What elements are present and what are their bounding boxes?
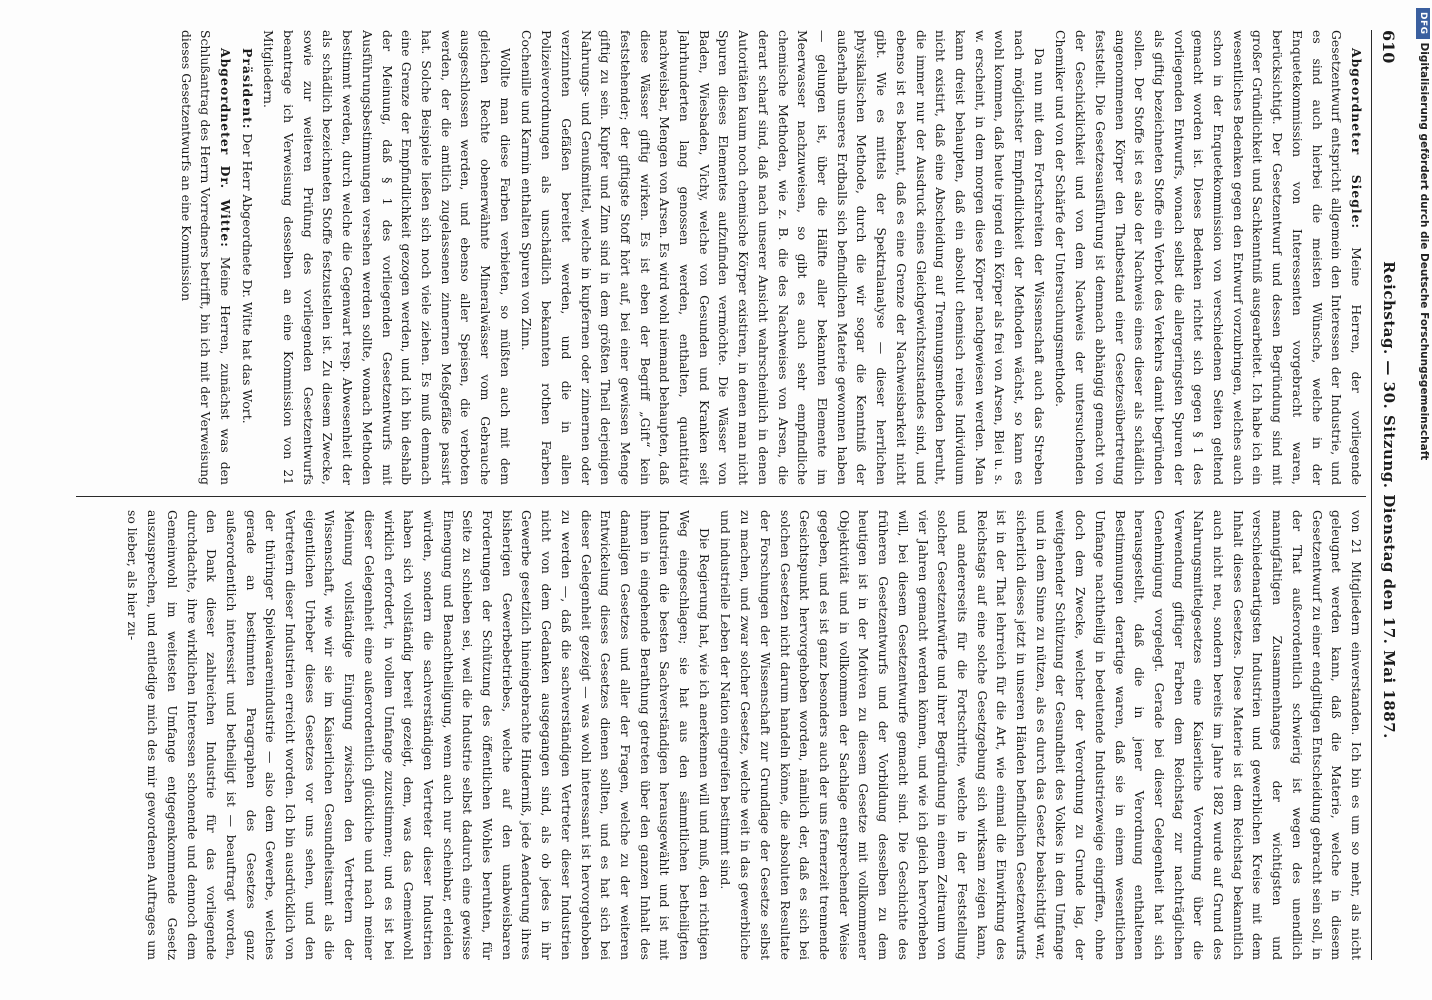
- credit-line: [1413, 8, 1432, 568]
- right-text-column: [66, 510, 1366, 960]
- running-title: Reichstag. — 30. Sitzung. Dienstag den 17. Mai 1887.: [1380, 261, 1398, 739]
- page-header: [1366, 30, 1406, 970]
- paragraph: [716, 510, 1366, 960]
- paragraph-text: Meine Herren, der vorliegende Gesetzentwurf entspricht allgemein den Interessen der Industrie, und es sind auch hierbei die meisten Wünsche, welche in der Enquetekommission von Interessenten vorgebracht waren, berücksichtigt. Der Gesetzentwurf und dessen Begründung sind mit großer Gründlichkeit und Sachkenntniß ausgearbeitet. Ich habe ich ein wesentliches Bedenken gegen den Entwurf vorzubringen, welches auch schon in der Enquetekommission von verschiedenen Seiten geltend gemacht worden ist. Dieses Bedenken richtet sich gegen § 1 des vorliegenden Entwurfs, wonach selbst die allergeringsten Spuren der als giftig bezeichneten Stoffe ein Verbot des Verkehrs damit begründen sollen. Der Stoffe ist es also der Nachweis eines dieser als schädlich angenommenen Körper den Thatbestand einer Gesetzesübertretung feststellt. Die Gesetzesausführung ist demnach abhängig gemacht von der Geschicklichkeit und von dem Nachweis der untersuchenden Chemiker und von der Schärfe der Untersuchungsmethode.: [1053, 30, 1364, 485]
- credit-text: Digitalisierung gefördert durch die Deutsche Forschungsgemeinschaft: [1418, 42, 1430, 461]
- paragraph: [176, 30, 235, 485]
- paragraph-text: von 21 Mitgliedern einverstanden. Ich bin es um so mehr, als nicht geleugnet werden kann, daß die Materie, welche in diesem Gesetzentwurf zu einer endgiltigen Entscheidung gebracht sein soll, in der That außerordentlich schwierig ist wegen des unendlich mannigfaltigen Zusammenhanges der wichtigsten und verschiedenartigsten Industrien und gewerblichen Kreise mit dem Inhalt dieses Gesetzes. Diese Materie ist dem Reichstag bekanntlich auch nicht neu, sondern bereits im Jahre 1882 wurde auf Grund des Nahrungsmittelgesetzes eine Kaiserliche Verordnung über die Verwendung giftiger Farben dem Reichstag zur nachträglichen Genehmigung vorgelegt. Gerade bei dieser Gelegenheit hat sich herausgestellt, daß die in jener Verordnung enthaltenen Bestimmungen derartige waren, daß sie in einem wesentlichen Umfange nachtheilig in bedeutende Industriezweige eingriffen, ohne doch dem Zwecke, welcher der Verordnung zu Grunde lag, der weitgehender Schützung der Gesundheit des Volkes in dem Umfange und in dem Sinne zu nützen, als es durch das Gesetz beabsichtigt war, sicherlich dieses jetzt in unseren Händen befindlichen Gesetzentwurfs ist in der That lehrreich für die Art, wie einmal die Einwirkung des Reichstags auf eine solche Gesetzgebung sich wirksam zeigen kann, und andererseits für die Fortschritte, welche in der Feststellung solcher Gesetzentwürfe und ihrer Begründung in einem Zeitraum von vier Jahren gemacht werden können, und wie ich gleich hervorheben will, bei diesem Gesetzentwurfe gemacht sind. Die Geschichte des früheren Gesetzentwurfs und der Vorbildung desselben zu dem heutigen ist in der Motiven zu diesem Gesetze mit vollkommener Objektivität und in vollkommen der Sachlage entsprechender Weise gegeben, und es ist ganz besonders auch der uns fernerzeit trennende Gesichtspunkt hervorgehoben worden, nämlich der, daß es sich bei solchen Gesetzen nicht darum handeln könne, die absoluten Resultate der Forschungen der Wissenschaft zur Grundlage der Gesetze selbst zu machen, und zwar solcher Gesetze, welche weit in das gewerbliche und industrielle Leben der Nation eingreifen bestimmt sind.: [718, 510, 1364, 960]
- speaker-name: Abgeordneter Siegle:: [1349, 48, 1364, 230]
- paragraph-text: Wollte man diese Farben verbieten, so müßten auch mit dem gleichen Rechte obenerwähnte Mineralwässer vom Gebrauche ausgeschlossen werden, und ebenso aller Speisen, die verboten werden, der die amtlich zugelassenen zinnernen Meßgefäße passirt hat. Solche Beispiele ließen sich noch viele ziehen. Es muß demnach eine Grenze der Empfindlichkeit gezogen werden, und ich bin deshalb der Meinung, daß § 1 des vorliegenden Gesetzentwurfs mit Ausführungsbestimmungen versehen werden sollte, wonach Methoden bestimmt werden, durch welche die Gegenwart resp. Abwesenheit der als schädlich bezeichneten Stoffe festzustellen ist. Zu diesem Zwecke, sowie zur weiteren Prüfung des vorliegenden Gesetzentwurfs beantrage ich Verweisung desselben an eine Kommission von 21 Mitgliedern.: [261, 30, 513, 485]
- page-number: 610: [1379, 30, 1398, 64]
- paragraph-text: Die Regierung hat, wie ich anerkennen will und muß, den richtigen Weg eingeschlagen; sie hat aus den sämmtlichen betheiligten Industrien die besten Sachverständigen herausgewählt und ist mit ihnen in eingehende Berathung getreten über den ganzen Inhalt des damaligen Gesetzes und aller der Fragen, welche zu der weiteren Entwickelung dieses Gesetzes dienen sollten, und es hat sich bei dieser Gelegenheit gezeigt — was wohl interessant ist hervorgehoben zu werden —, daß die sachverständigen Vertreter dieser Industrien nicht von dem Gedanken ausgegangen sind, als ob jedes in ihr Gewerbe gesetzlich hineingebrachte Hinderniß, jede Aenderung ihres bisherigen Gewerbebetriebes, welche auf den unabweisbaren Forderungen der Schützung des öffentlichen Wohles beruhten, für Seite zu schieben sei, weil die Industrie selbst dadurch eine gewisse Einengung und Benachtheiligung, wenn auch nur scheinbar, erleiden würden, sondern die sachverständigen Vertreter dieser Industrien haben sich vollständig bereit gezeigt, dem, was das Gemeinwohl wirklich erfordert, in vollem Umfange zuzustimmen; und es ist bei dieser Gelegenheit eine außerordentlich glückliche und nach meiner Meinung vollständige Einigung zwischen den Vertretern der Wissenschaft, wie wir sie im Kaiserlichen Gesundheitsamt als die eigentlichen Urheber dieses Gesetzes vor uns sehen, und den Vertretern dieser Industrien erreicht worden. Ich bin ausdrücklich von der thüringer Spielwaarenindustrie — also dem Gewerbe, welches gerade an bestimmten Paragraphen des Gesetzes ganz außerordentlich interessirt und betheiligt ist — beauftragt worden, den Dank dieser zahlreichen Industrie für das vorliegende durchdachte, ihre wirklichen Interessen schonende und dennoch dem Gemeinwohl im weitesten Umfange entgegenkommende Gesetz auszusprechen, und entledige mich des mir gewordenen Auftrages um so lieber, als hier zu-: [125, 510, 712, 960]
- paragraph-text: Der Herr Abgeordnete Dr. Witte hat das Wort.: [239, 133, 255, 424]
- left-text-column: [66, 30, 1366, 485]
- paragraph-text: Meine Herren, zunächst was den Schlußantrag des Herrn Vorredners betrifft, bin ich mit der Verweisung dieses Gesetzentwurfs an eine Kommission: [178, 30, 233, 485]
- header-rule: [1371, 30, 1372, 960]
- paragraph: [1051, 30, 1366, 485]
- paragraph-text: Da nun mit dem Fortschreiten der Wissenschaft auch das Streben nach möglichster Empfindlichkeit der Methoden wächst, so kann es wohl kommen, daß heute irgend ein Körper als frei von Arsen, Blei u. s. w. erscheint, in dem morgen diese Körper nachgewiesen werden. Man kann dreist behaupten, daß ein absolut chemisch reines Individuum nicht existirt, daß eine Abscheidung auf Trennungsmethoden beruht, die immer nur der Ausdruck eines Gleichgewichtszustandes sind, und ebenso ist es bekannt, daß es eine Grenze der Nachweisbarkeit nicht gibt. Wie es mittels der Spektralanalyse — dieser herrlichen physikalischen Methode, durch die wir sogar die Kenntniß der außerhalb unseres Erdballs sich befindlichen Materie gewonnen haben — gelungen ist, über die Hälfte aller bekannten Elemente im Meerwasser nachzuweisen, so gibt es auch sehr empfindliche chemische Methoden, wie z. B. die des Nachweises von Arsen, die derart scharf sind, daß nach unserer Ansicht wahrscheinlich in denen Autoritäten kaum noch chemische Körper existiren, in denen man nicht Spuren dieses Elementes aufzufinden vermöchte. Die Wässer von Baden, Wiesbaden, Vichy, welche von Gesunden und Kranken seit Jahrhunderten lang genossen werden, enthalten, quantitativ nachweisbar, Mengen von Arsen. Es wird wohl niemand behaupten, daß diese Wässer giftig wirken. Es ist eben der Begriff „Gift“ kein feststehender; der giftigste Stoff hört auf, bei einer gewissen Menge giftig zu sein. Kupfer und Zinn sind in dem größten Theil derjenigen Nahrungs- und Genußmittel, welche in kupfernen oder zinnernen oder verzinnten Gefäßen bereitet werden, und die in allen Polizeiverordnungen als unschädlich bekannten rothen Farben Cochenille und Karmin enthalten Spuren von Zinn.: [519, 30, 1047, 485]
- paragraph: [123, 510, 714, 960]
- speaker-name: Abgeordneter Dr. Witte:: [217, 48, 233, 248]
- paragraph: [237, 30, 257, 485]
- column-divider: [76, 496, 1366, 497]
- speaker-name: Präsident:: [239, 48, 255, 130]
- paragraph: [517, 30, 1049, 485]
- dfg-logo: DFG: [1416, 8, 1430, 39]
- digitization-credit: [1413, 8, 1432, 568]
- paragraph: [259, 30, 515, 485]
